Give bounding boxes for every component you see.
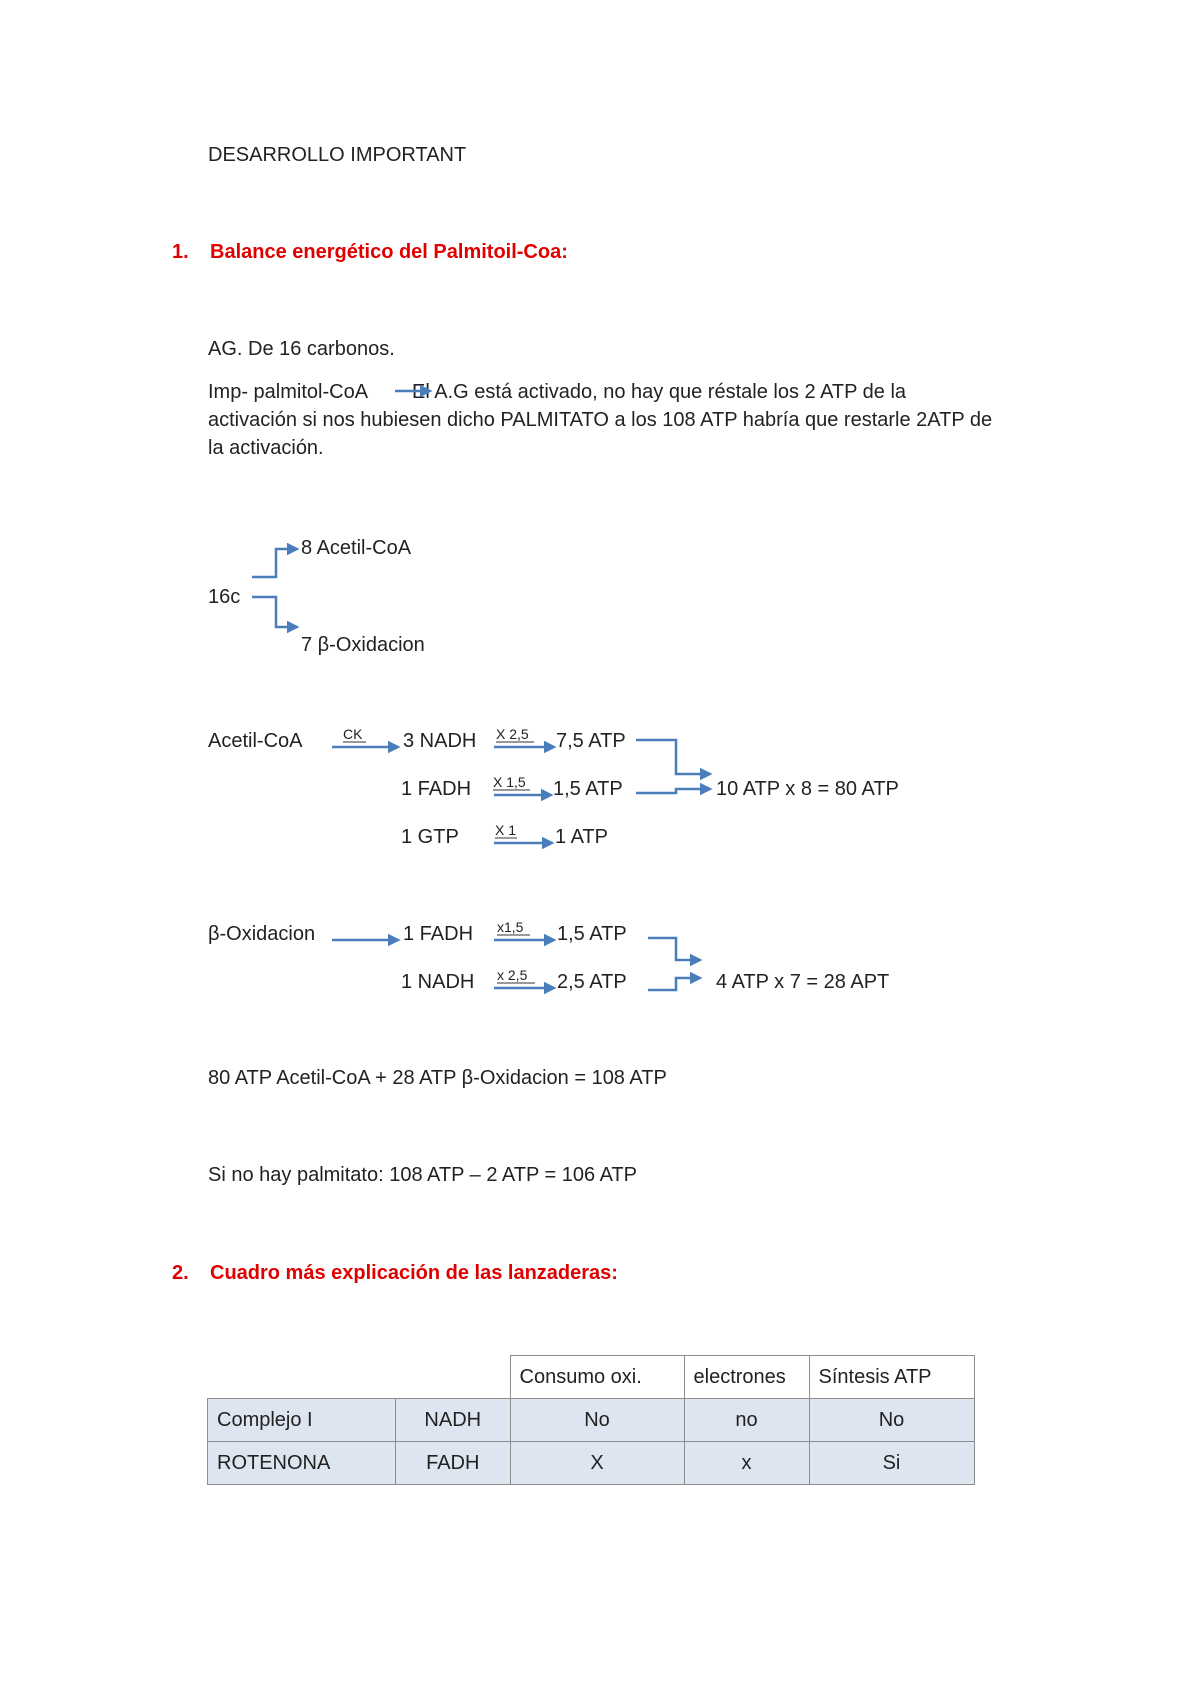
table-row <box>208 1399 975 1442</box>
table-cell: x <box>684 1442 809 1485</box>
beta-merge-bottom-arrow <box>648 978 700 990</box>
beta-merge-top-arrow <box>648 938 700 960</box>
acetil-row1-input: 3 NADH <box>403 730 477 752</box>
table-header-cell: Síntesis ATP <box>809 1356 974 1399</box>
lanzaderas-table <box>207 1355 975 1485</box>
acetil-row2-output: 1,5 ATP <box>553 778 623 800</box>
table-cell: No <box>809 1399 974 1442</box>
acetil-row1-factor: X 2,5 <box>496 726 529 742</box>
acetil-merge-mid-arrow <box>636 789 710 793</box>
section1-title: Balance energético del Palmitoil-Coa: <box>210 241 568 263</box>
table-header-cell: Consumo oxi. <box>510 1356 684 1399</box>
acetil-result: 10 ATP x 8 = 80 ATP <box>716 778 899 800</box>
acetil-row3-input: 1 GTP <box>401 826 459 848</box>
section2-heading <box>172 1262 618 1285</box>
table-cell: FADH <box>396 1442 511 1485</box>
acetil-ck-label: CK <box>343 726 363 742</box>
table-cell: NADH <box>396 1399 511 1442</box>
total-line: 80 ATP Acetil-CoA + 28 ATP β-Oxidacion = 108 ATP <box>208 1067 667 1089</box>
split-top-label: 8 Acetil-CoA <box>301 537 412 559</box>
table-cell: Si <box>809 1442 974 1485</box>
section1-number: 1. <box>172 241 189 263</box>
table-cell: No <box>510 1399 684 1442</box>
split-source-label: 16c <box>208 586 241 608</box>
table-cell: ROTENONA <box>208 1442 396 1485</box>
beta-row1-input: 1 FADH <box>403 923 474 945</box>
document-title: DESARROLLO IMPORTANT <box>208 144 467 166</box>
section2-number: 2. <box>172 1262 189 1284</box>
beta-row2-output: 2,5 ATP <box>557 971 627 993</box>
table-cell: no <box>684 1399 809 1442</box>
acetil-merge-top-arrow <box>636 740 710 774</box>
split-bottom-label: 7 β-Oxidacion <box>301 634 425 656</box>
beta-row2-input: 1 NADH <box>401 971 475 993</box>
imp-label: Imp- palmitol-CoA <box>208 381 369 403</box>
beta-row1-factor: x1,5 <box>497 919 524 935</box>
acetil-row3-factor: X 1 <box>495 822 517 838</box>
acetil-row3-output: 1 ATP <box>555 826 608 848</box>
acetil-row1-output: 7,5 ATP <box>556 730 626 752</box>
beta-result: 4 ATP x 7 = 28 APT <box>716 971 890 993</box>
table-header-cell: electrones <box>684 1356 809 1399</box>
table-cell: Complejo I <box>208 1399 396 1442</box>
beta-row2-factor: x 2,5 <box>497 967 528 983</box>
acetil-source: Acetil-CoA <box>208 730 303 752</box>
acetil-row2-factor: X 1,5 <box>493 774 526 790</box>
beta-row1-output: 1,5 ATP <box>557 923 627 945</box>
acetil-row2-input: 1 FADH <box>401 778 472 800</box>
no-palmitato-line: Si no hay palmitato: 108 ATP – 2 ATP = 106 ATP <box>208 1164 637 1186</box>
beta-source: β-Oxidacion <box>208 923 316 945</box>
table-cell: X <box>510 1442 684 1485</box>
ag-carbonos-line: AG. De 16 carbonos. <box>208 338 395 360</box>
table-header-row <box>208 1356 975 1399</box>
imp-text: El A.G está activado, no hay que réstale los 2 ATP de la activación si nos hubiesen dicho PALMITATO a los 108 ATP habría que restarle 2ATP de la activación. <box>208 381 993 459</box>
split-top-arrow <box>252 549 297 577</box>
table-row <box>208 1442 975 1485</box>
split-bottom-arrow <box>252 597 297 627</box>
section2-title: Cuadro más explicación de las lanzaderas: <box>210 1262 618 1284</box>
